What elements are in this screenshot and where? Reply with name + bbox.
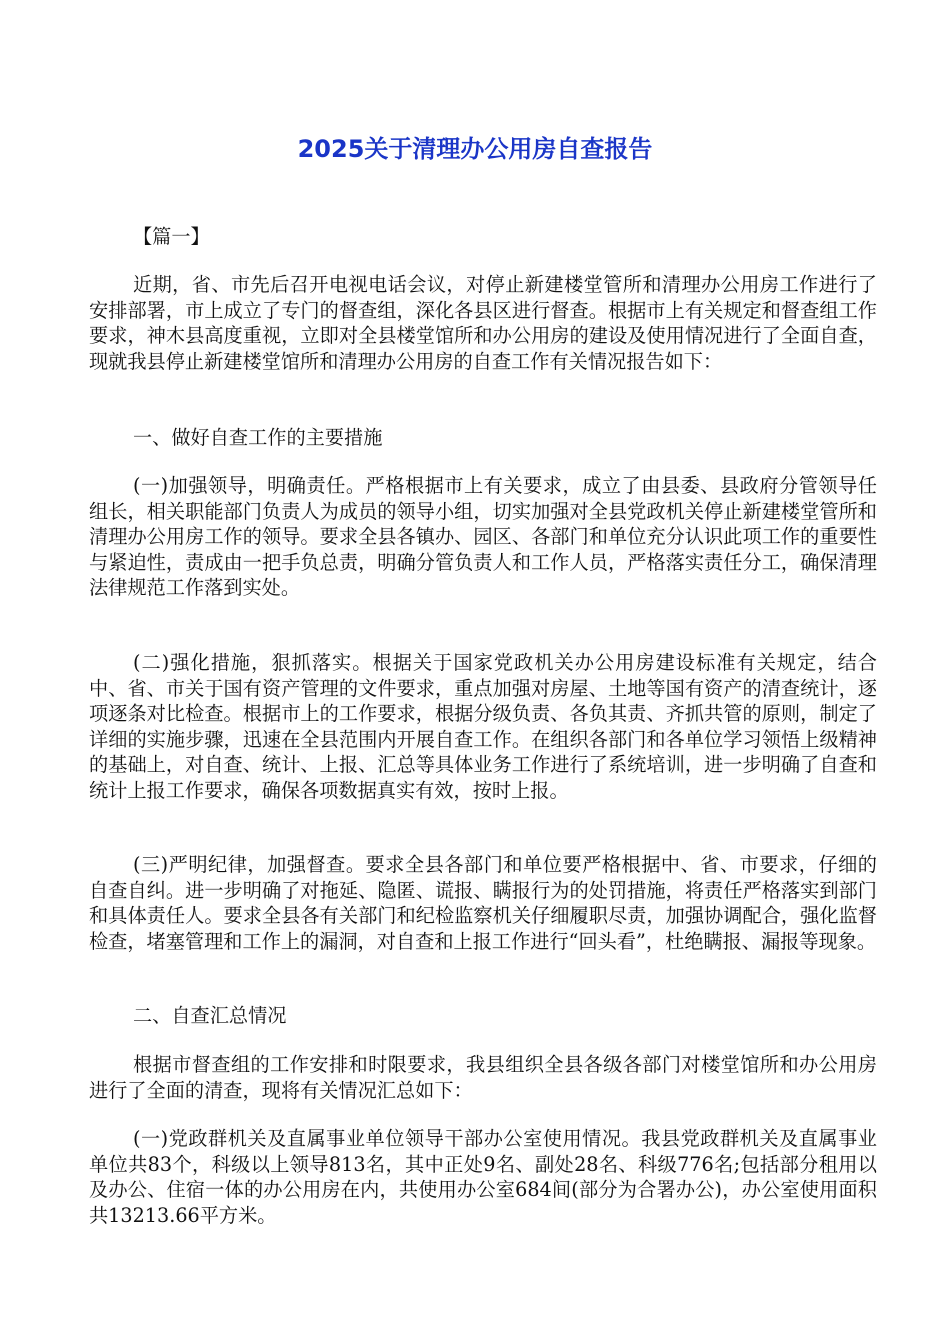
section-marker: 【篇一】 [133, 225, 210, 248]
paragraph-discipline: (三)严明纪律，加强督查。要求全县各部门和单位要严格根据中、省、市要求，仔细的自查自纠。进一步明确了对拖延、隐匿、谎报、瞒报行为的处罚措施，将责任严格落实到部门和具体责任人。要求全县各有关部门和纪检监察机关仔细履职尽责，加强协调配合，强化监督检查，堵塞管理和工作上的漏洞，对自查和上报工作进行“回头看”，杜绝瞒报、漏报等现象。 [89, 853, 877, 953]
paragraph-summary-intro: 根据市督查组的工作安排和时限要求，我县组织全县各级各部门对楼堂馆所和办公用房进行了全面的清查，现将有关情况汇总如下： [89, 1053, 877, 1102]
document-title: 2025关于清理办公用房自查报告 [297, 135, 653, 163]
heading-summary: 二、自查汇总情况 [133, 1004, 287, 1027]
paragraph-implementation: (二)强化措施，狠抓落实。根据关于国家党政机关办公用房建设标准有关规定，结合中、省、市关于国有资产管理的文件要求，重点加强对房屋、土地等国有资产的清查统计，逐项逐条对比检查。根据市上的工作要求，根据分级负责、各负其责、齐抓共管的原则，制定了详细的实施步骤，迅速在全县范围内开展自查工作。在组织各部门和各单位学习领悟上级精神的基础上，对自查、统计、上报、汇总等具体业务工作进行了系统培训，进一步明确了自查和统计上报工作要求，确保各项数据真实有效，按时上报。 [89, 651, 877, 802]
heading-measures: 一、做好自查工作的主要措施 [133, 426, 383, 449]
paragraph-leadership: (一)加强领导，明确责任。严格根据市上有关要求，成立了由县委、县政府分管领导任组长，相关职能部门负责人为成员的领导小组，切实加强对全县党政机关停止新建楼堂管所和清理办公用房工作的领导。要求全县各镇办、园区、各部门和单位充分认识此项工作的重要性与紧迫性，责成由一把手负总责，明确分管负责人和工作人员，严格落实责任分工，确保清理法律规范工作落到实处。 [89, 474, 877, 599]
intro-paragraph: 近期，省、市先后召开电视电话会议，对停止新建楼堂管所和清理办公用房工作进行了安排部署，市上成立了专门的督查组，深化各县区进行督查。根据市上有关规定和督查组工作要求，神木县高度重视，立即对全县楼堂馆所和办公用房的建设及使用情况进行了全面自查，现就我县停止新建楼堂馆所和清理办公用房的自查工作有关情况报告如下： [89, 273, 877, 373]
paragraph-office-usage: (一)党政群机关及直属事业单位领导干部办公室使用情况。我县党政群机关及直属事业单位共83个，科级以上领导813名，其中正处9名、副处28名、科级776名;包括部分租用以及办公、住宿一体的办公用房在内，共使用办公室684间(部分为合署办公)，办公室使用面积共13213.66平方米。 [89, 1127, 877, 1227]
